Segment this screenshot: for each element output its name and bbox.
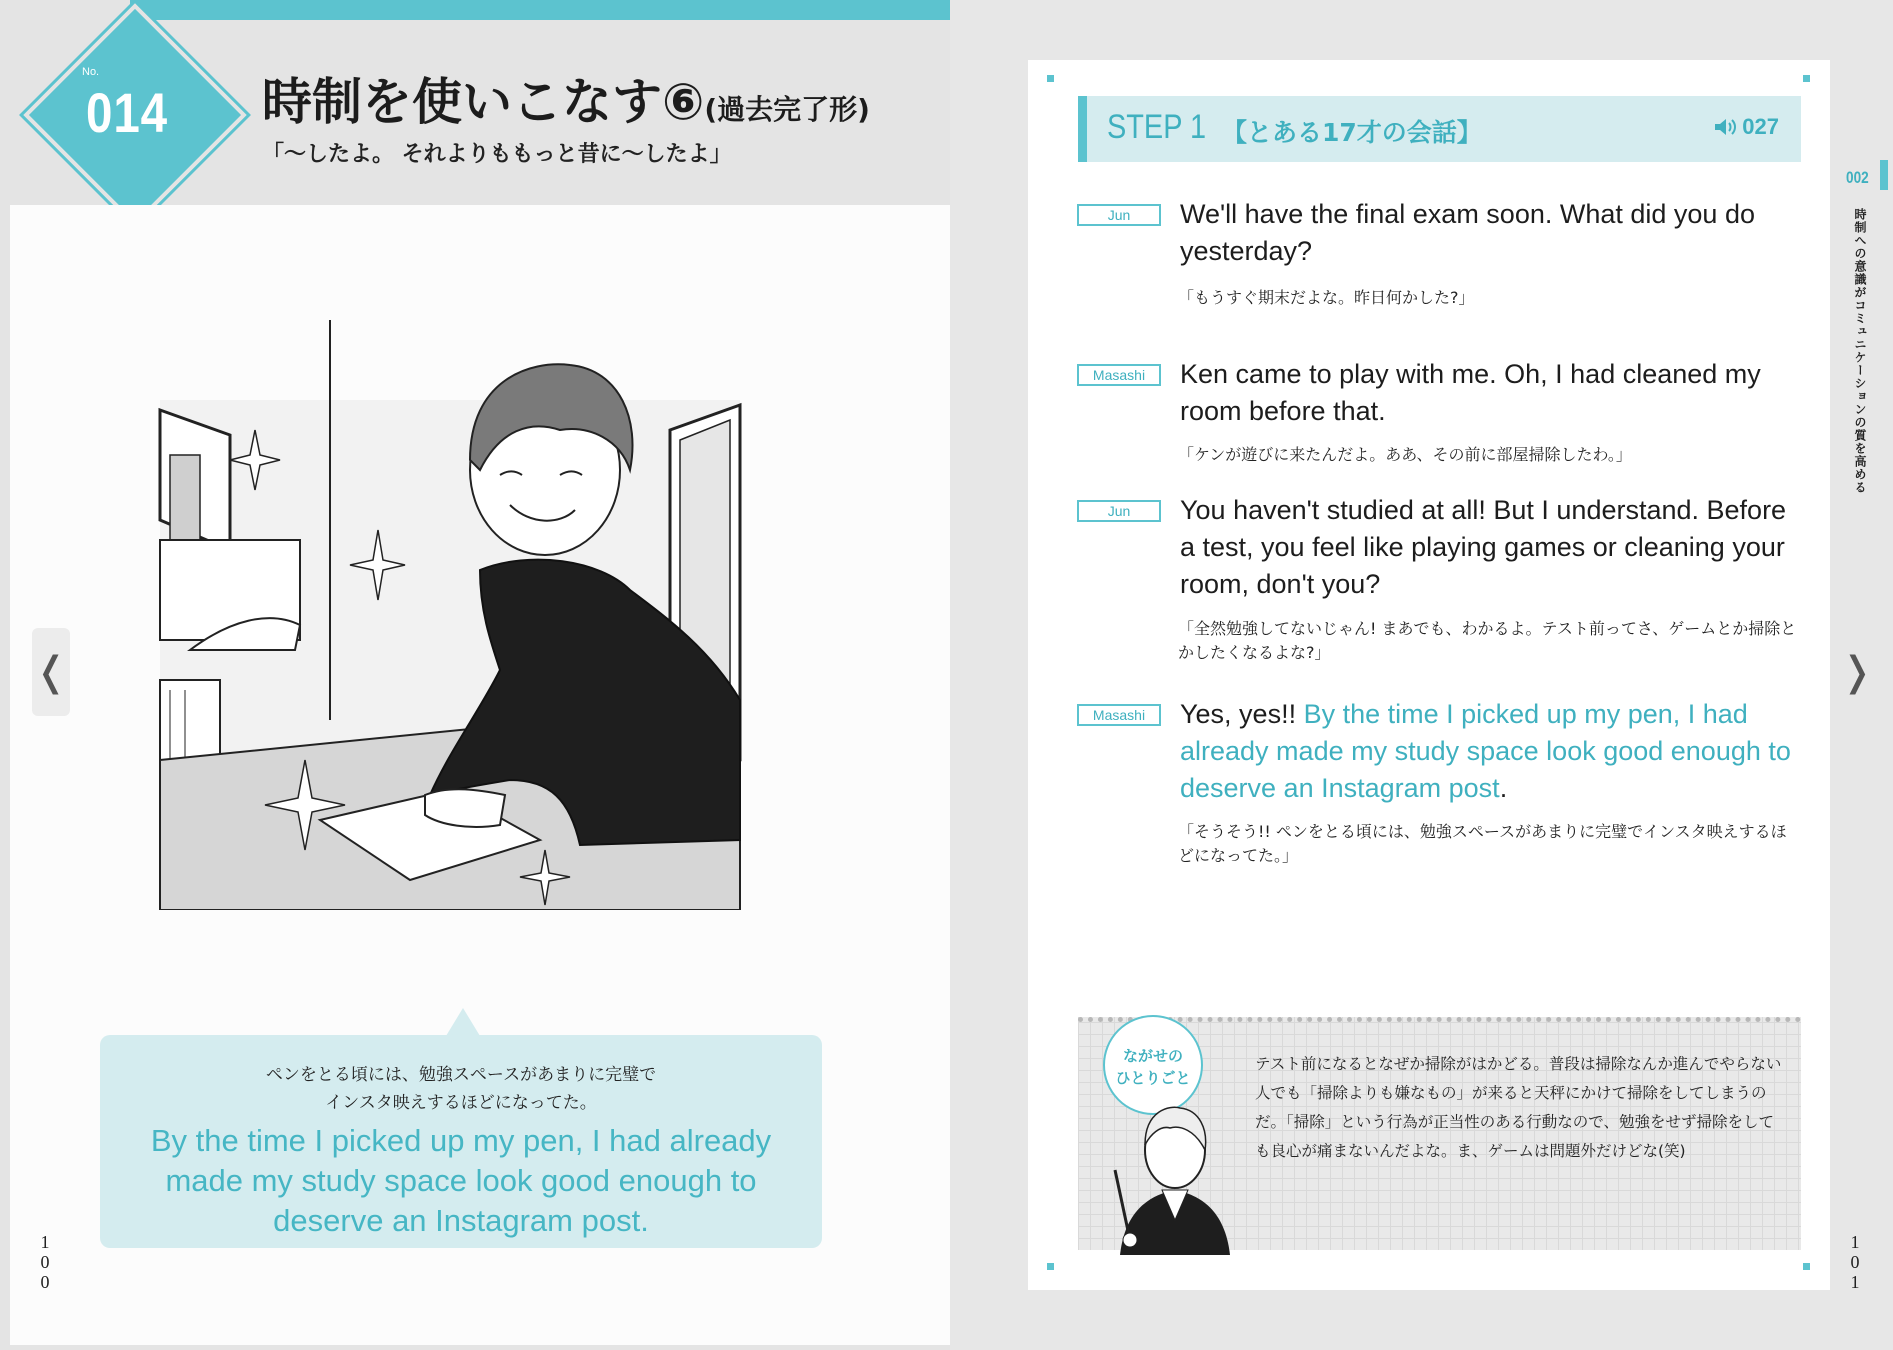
prev-page-button[interactable] [32,628,70,716]
step-header [1078,96,1801,162]
badge-line: ながせの [1122,1047,1183,1065]
page-digit: 1 [1850,1232,1860,1252]
dialogue-japanese: 「全然勉強してないじゃん! まあでも、わかるよ。テスト前ってさ、ゲームとか掃除とかしたくなるよな?」 [1178,619,1797,662]
dialogue-english: We'll have the final exam soon. What did you do yesterday? [1180,199,1755,266]
bubble-japanese [100,1061,822,1117]
dialogue-en-end: . [1499,773,1508,803]
dialogue-english: Ken came to play with me. Oh, I had cleaned my room before that. [1180,359,1761,426]
speaker-tag: Masashi [1077,364,1161,386]
chapter-title-vertical: 時制への意識がコミュニケーションの質を高める [1853,208,1867,494]
bubble-en-line: By the time I picked up my pen, I had already [150,1123,772,1158]
corner-mark [1803,1263,1810,1270]
page-digit: 0 [40,1252,50,1272]
bubble-english [100,1121,822,1241]
dialogue-en-highlight: By the time I picked up my pen, I had already made my study space look good enough to deserve an Instagram post [1180,699,1791,803]
manga-illustration [150,320,750,910]
bubble-ja-line: インスタ映えするほどになってた。 [325,1093,597,1113]
dialogue-japanese: 「もうすぐ期末だよな。昨日何かした?」 [1178,288,1475,307]
page-digit: 1 [40,1232,50,1252]
bubble-en-line: deserve an Instagram post. [273,1203,649,1238]
left-page-number [38,1232,52,1292]
title-sub: (過去完了形) [704,93,870,126]
dialogue-english [1180,696,1802,807]
lesson-label: No. [82,66,100,78]
step-title: 【とある17才の会話】 [1222,118,1482,147]
lesson-number-badge [30,10,240,220]
badge-line: ひとりごと [1115,1069,1191,1087]
dialogue-japanese: 「そうそう!! ペンをとる頃には、勉強スペースがあまりに完璧でインスタ映えするほどになってた。」 [1178,822,1787,865]
next-page-button[interactable] [1838,628,1876,716]
dialogue-english: You haven't studied at all! But I understand. Before a test, you feel like playing games or cleaning your room, don't you? [1180,495,1787,599]
chevron-left-icon: ❬ [34,649,68,695]
audio-track-number: 027 [1742,114,1779,139]
dialogue-japanese: 「ケンが遊びに来たんだよ。ああ、その前に部屋掃除したわ。」 [1178,445,1632,464]
top-accent-bar [130,0,950,20]
right-page-number [1848,1232,1862,1292]
corner-mark [1047,75,1054,82]
audio-track-button[interactable] [1714,114,1779,140]
lesson-number: 014 [86,81,168,144]
dialogue-en-plain: Yes, yes!! [1180,699,1304,729]
title-main: 時制を使いこなす⑥ [262,73,705,131]
bubble-tail [446,1008,480,1036]
speaker-tag: Jun [1077,500,1161,522]
page-digit: 1 [1850,1272,1860,1292]
corner-mark [1803,75,1810,82]
chevron-right-icon: ❭ [1840,649,1874,695]
page-title [262,62,870,134]
bubble-ja-line: ペンをとる頃には、勉強スペースがあまりに完璧で [265,1065,657,1085]
page-subtitle: 「～したよ。 それよりももっと昔に～したよ」 [262,142,732,167]
speaker-tag: Masashi [1077,704,1161,726]
chapter-number: 002 [1846,168,1869,187]
author-portrait [1100,1090,1250,1255]
speaker-icon [1714,118,1736,136]
author-note-text: テスト前になるとなぜか掃除がはかどる。普段は掃除なんか進んでやらない人でも「掃除よりも嫌なもの」が来ると天秤にかけて掃除をしてしまうのだ。「掃除」という行為が正当性のある行動なので、勉強をせず掃除をしても良心が痛まないんだよな。ま、ゲームは問題外だけどな(笑) [1255,1055,1782,1160]
speaker-tag: Jun [1077,204,1161,226]
page-digit: 0 [1850,1252,1860,1272]
bubble-en-line: made my study space look good enough to [165,1163,757,1198]
corner-mark [1047,1263,1054,1270]
page-digit: 0 [40,1272,50,1292]
key-sentence-bubble [100,1035,822,1248]
side-tab-marker [1880,160,1888,190]
step-label: STEP 1 [1107,108,1207,146]
